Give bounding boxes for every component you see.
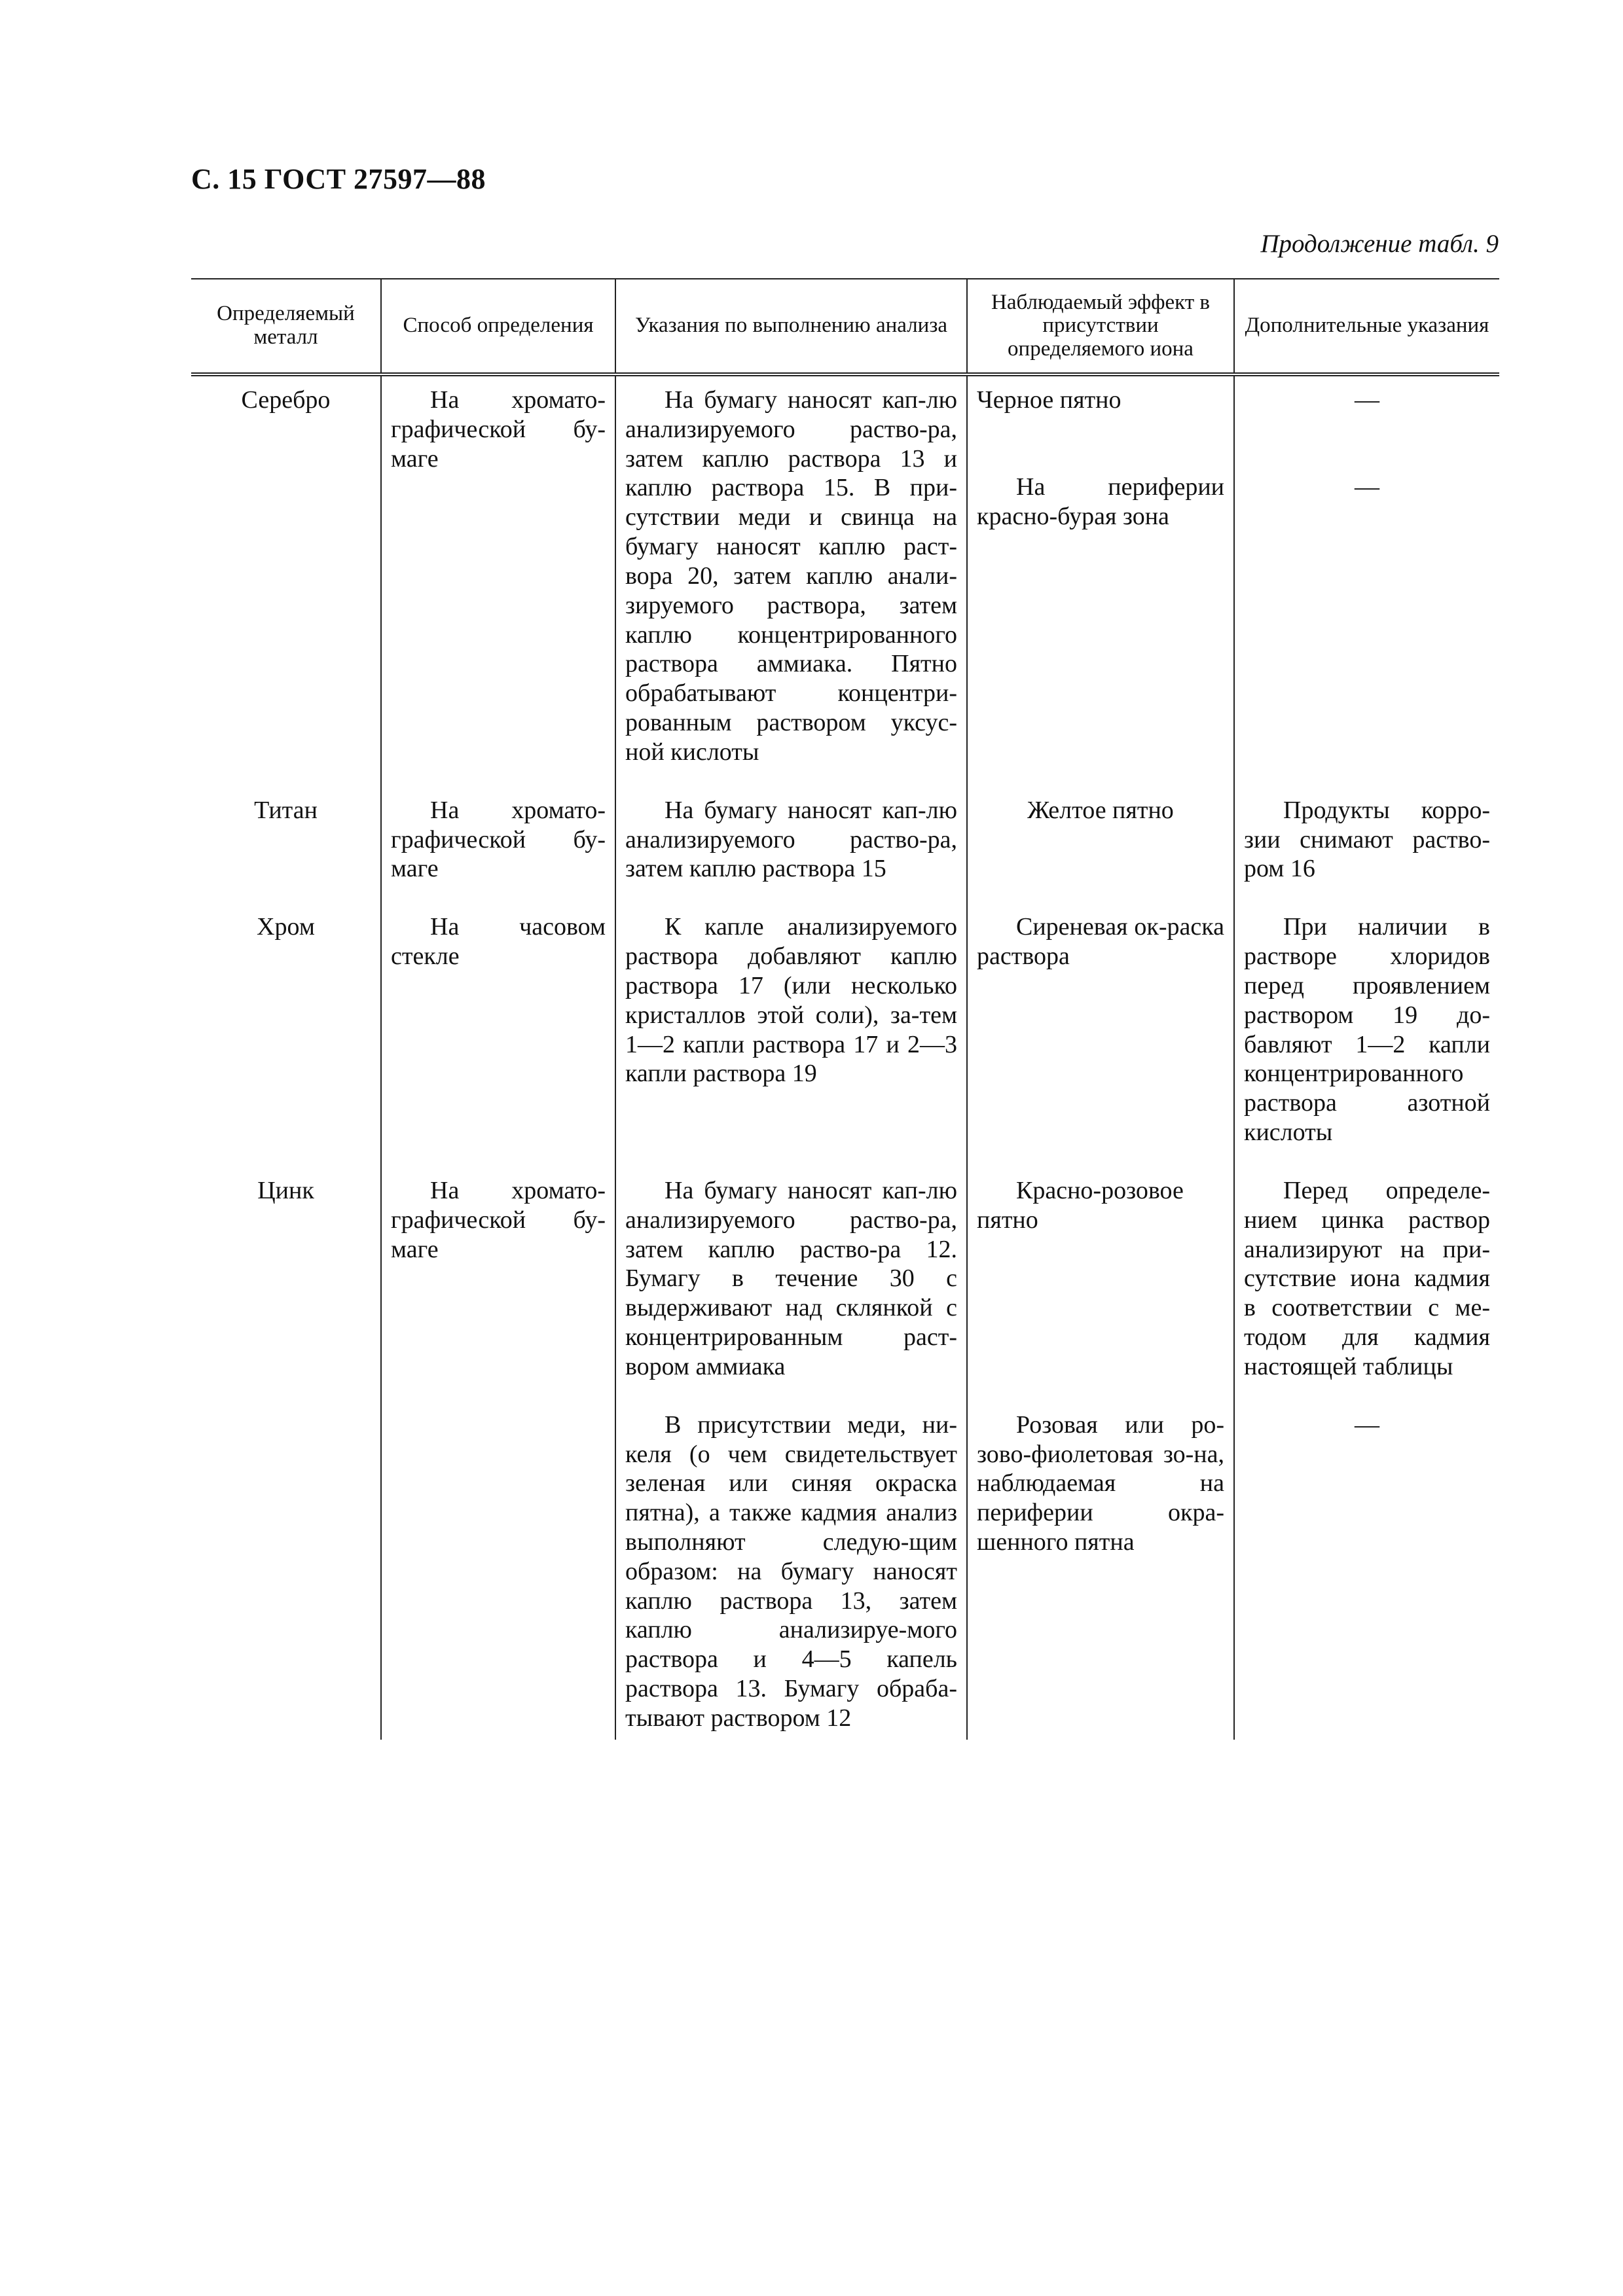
instructions-cell: На бумагу наносят кап-лю анализируемого раство-ра, затем каплю раствора 15	[615, 787, 967, 903]
effect-text-secondary: На периферии красно-бурая зона	[977, 473, 1224, 530]
instructions-cell: В присутствии меди, ни-келя (о чем свидетельствует зеленая или синяя окраска пятна), а также кадмия анализ выполняют следую-щим образом: на бумагу наносят каплю раствора 13, затем каплю анализируе-мого раствора и 4—5 капель раствора 13. Бумагу обраба-тывают раствором 12	[615, 1401, 967, 1740]
instructions-cell: К капле анализируемого раствора добавляют каплю раствора 17 (или несколько кристаллов этой соли), за-тем 1—2 капли раствора 17 и 2—3 капли раствора 19	[615, 903, 967, 1167]
notes-cell	[1234, 374, 1499, 787]
table-row-zinc-alternative	[191, 1401, 1499, 1740]
method-cell: На хромато-графической бу-маге	[381, 1167, 615, 1401]
notes-cell: —	[1234, 1401, 1499, 1740]
column-header-method: Способ определения	[381, 279, 615, 374]
instructions-cell: На бумагу наносят кап-лю анализируемого раство-ра, затем каплю раство-ра 12. Бумагу в течение 30 с выдерживают над склянкой с концентрированным раст-вором аммиака	[615, 1167, 967, 1401]
method-cell: На хромато-графической бу-маге	[381, 374, 615, 787]
column-header-effect: Наблюдаемый эффект в присутствии определяемого иона	[967, 279, 1234, 374]
spacer	[977, 415, 1224, 473]
notes-cell: Продукты корро-зии снимают раство-ром 16	[1234, 787, 1499, 903]
effect-text-primary: Черное пятно	[977, 386, 1122, 414]
column-header-metal: Определяемый металл	[191, 279, 381, 374]
table-row-chromium	[191, 903, 1499, 1167]
effect-cell: Розовая или ро-зово-фиолетовая зо-на, наблюдаемая на периферии окра-шенного пятна	[967, 1401, 1234, 1740]
effect-cell: Красно-розовое пятно	[967, 1167, 1234, 1401]
notes-dash-primary: —	[1355, 386, 1379, 414]
metal-cell: Серебро	[241, 386, 331, 414]
metal-cell: Титан	[254, 796, 318, 824]
metal-cell: Хром	[257, 913, 315, 941]
effect-cell	[967, 374, 1234, 787]
effect-cell: Желтое пятно	[967, 787, 1234, 903]
table-header-row	[191, 279, 1499, 374]
notes-cell: При наличии в растворе хлоридов перед проявлением раствором 19 до-бавляют 1—2 капли концентрированного раствора азотной кислоты	[1234, 903, 1499, 1167]
table-row-silver	[191, 374, 1499, 787]
column-header-instructions: Указания по выполнению анализа	[615, 279, 967, 374]
method-cell	[381, 1401, 615, 1740]
notes-cell: Перед определе-нием цинка раствор анализируют на при-сутствие иона кадмия в соответствии с ме-тодом для кадмия настоящей таблицы	[1234, 1167, 1499, 1401]
notes-dash-secondary: —	[1355, 473, 1379, 501]
results-table	[191, 278, 1499, 1740]
column-header-notes: Дополнительные указания	[1234, 279, 1499, 374]
table-continuation-note: Продолжение табл. 9	[1260, 230, 1499, 258]
metal-cell	[191, 1401, 381, 1740]
table-row-zinc	[191, 1167, 1499, 1401]
effect-cell: Сиреневая ок-раска раствора	[967, 903, 1234, 1167]
spacer	[1244, 415, 1490, 473]
method-cell: На хромато-графической бу-маге	[381, 787, 615, 903]
method-cell: На часовом стекле	[381, 903, 615, 1167]
metal-cell: Цинк	[257, 1176, 314, 1204]
table-row-titanium	[191, 787, 1499, 903]
instructions-cell: На бумагу наносят кап-лю анализируемого раство-ра, затем каплю раствора 13 и каплю раствора 15. В при-сутствии меди и свинца на бумагу наносят каплю раст-вора 20, затем каплю анали-зируемого раствора, затем каплю концентрированного раствора аммиака. Пятно обрабатывают концентри-рованным раствором уксус-ной кислоты	[615, 374, 967, 787]
page-header: С. 15 ГОСТ 27597—88	[191, 163, 486, 195]
